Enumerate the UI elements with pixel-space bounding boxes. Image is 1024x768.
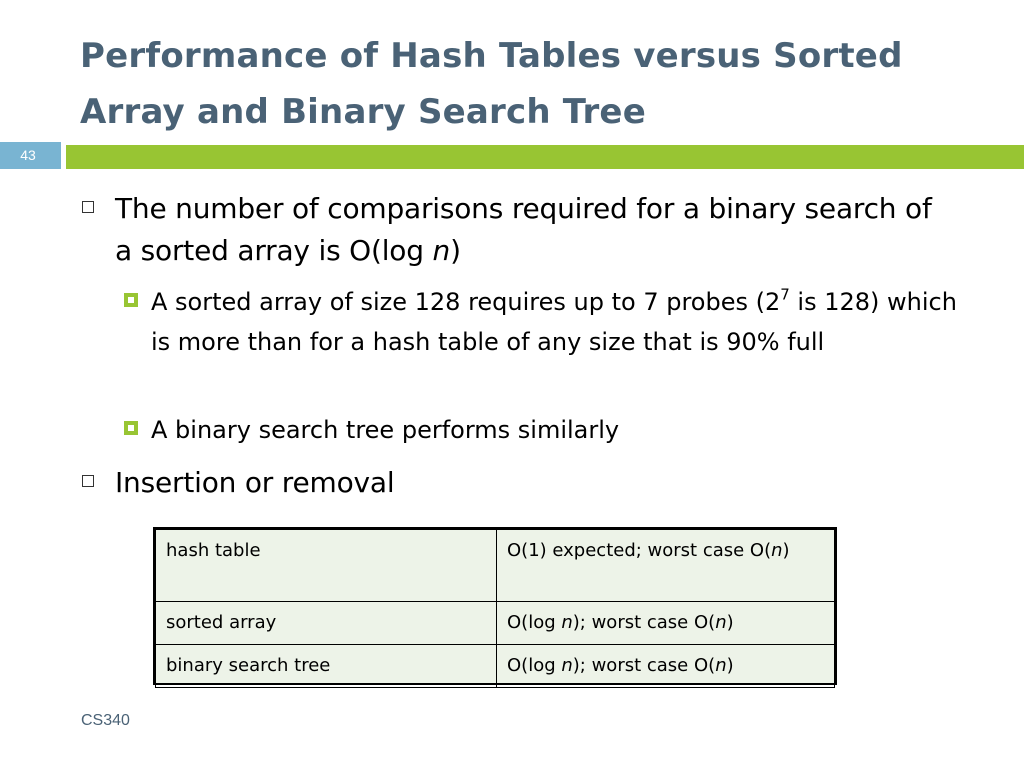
- table-row: [156, 530, 835, 602]
- performance-table: [153, 527, 837, 685]
- title-divider-bar: [66, 145, 1024, 169]
- green-square-icon: [124, 421, 138, 435]
- subbullet-text: A binary search tree performs similarly: [151, 416, 620, 444]
- table-row: [156, 602, 835, 645]
- slide-title: Performance of Hash Tables versus Sorted Array and Binary Search Tree: [80, 36, 903, 132]
- structure-cell: hash table: [156, 530, 497, 602]
- performance-cell: O(log n); worst case O(n): [497, 645, 835, 688]
- slide-number: 43: [20, 147, 36, 163]
- structure-cell: sorted array: [156, 602, 497, 645]
- performance-table-grid: [155, 529, 835, 688]
- performance-cell: O(1) expected; worst case O(n): [497, 530, 835, 602]
- hollow-square-icon: [82, 475, 94, 487]
- green-square-icon: [124, 293, 138, 307]
- structure-cell: binary search tree: [156, 645, 497, 688]
- table-row: [156, 645, 835, 688]
- hollow-square-icon: [82, 201, 94, 213]
- bullet-text: The number of comparisons required for a binary search of a sorted array is O(log n): [115, 192, 932, 267]
- footer-course-code: CS340: [81, 712, 130, 729]
- bullet-text: Insertion or removal: [115, 466, 395, 499]
- performance-cell: O(log n); worst case O(n): [497, 602, 835, 645]
- subbullet-text: A sorted array of size 128 requires up to 7 probes ($2^7$ is 128) which is more than for a hash table of any size that is 90% full: [151, 285, 957, 356]
